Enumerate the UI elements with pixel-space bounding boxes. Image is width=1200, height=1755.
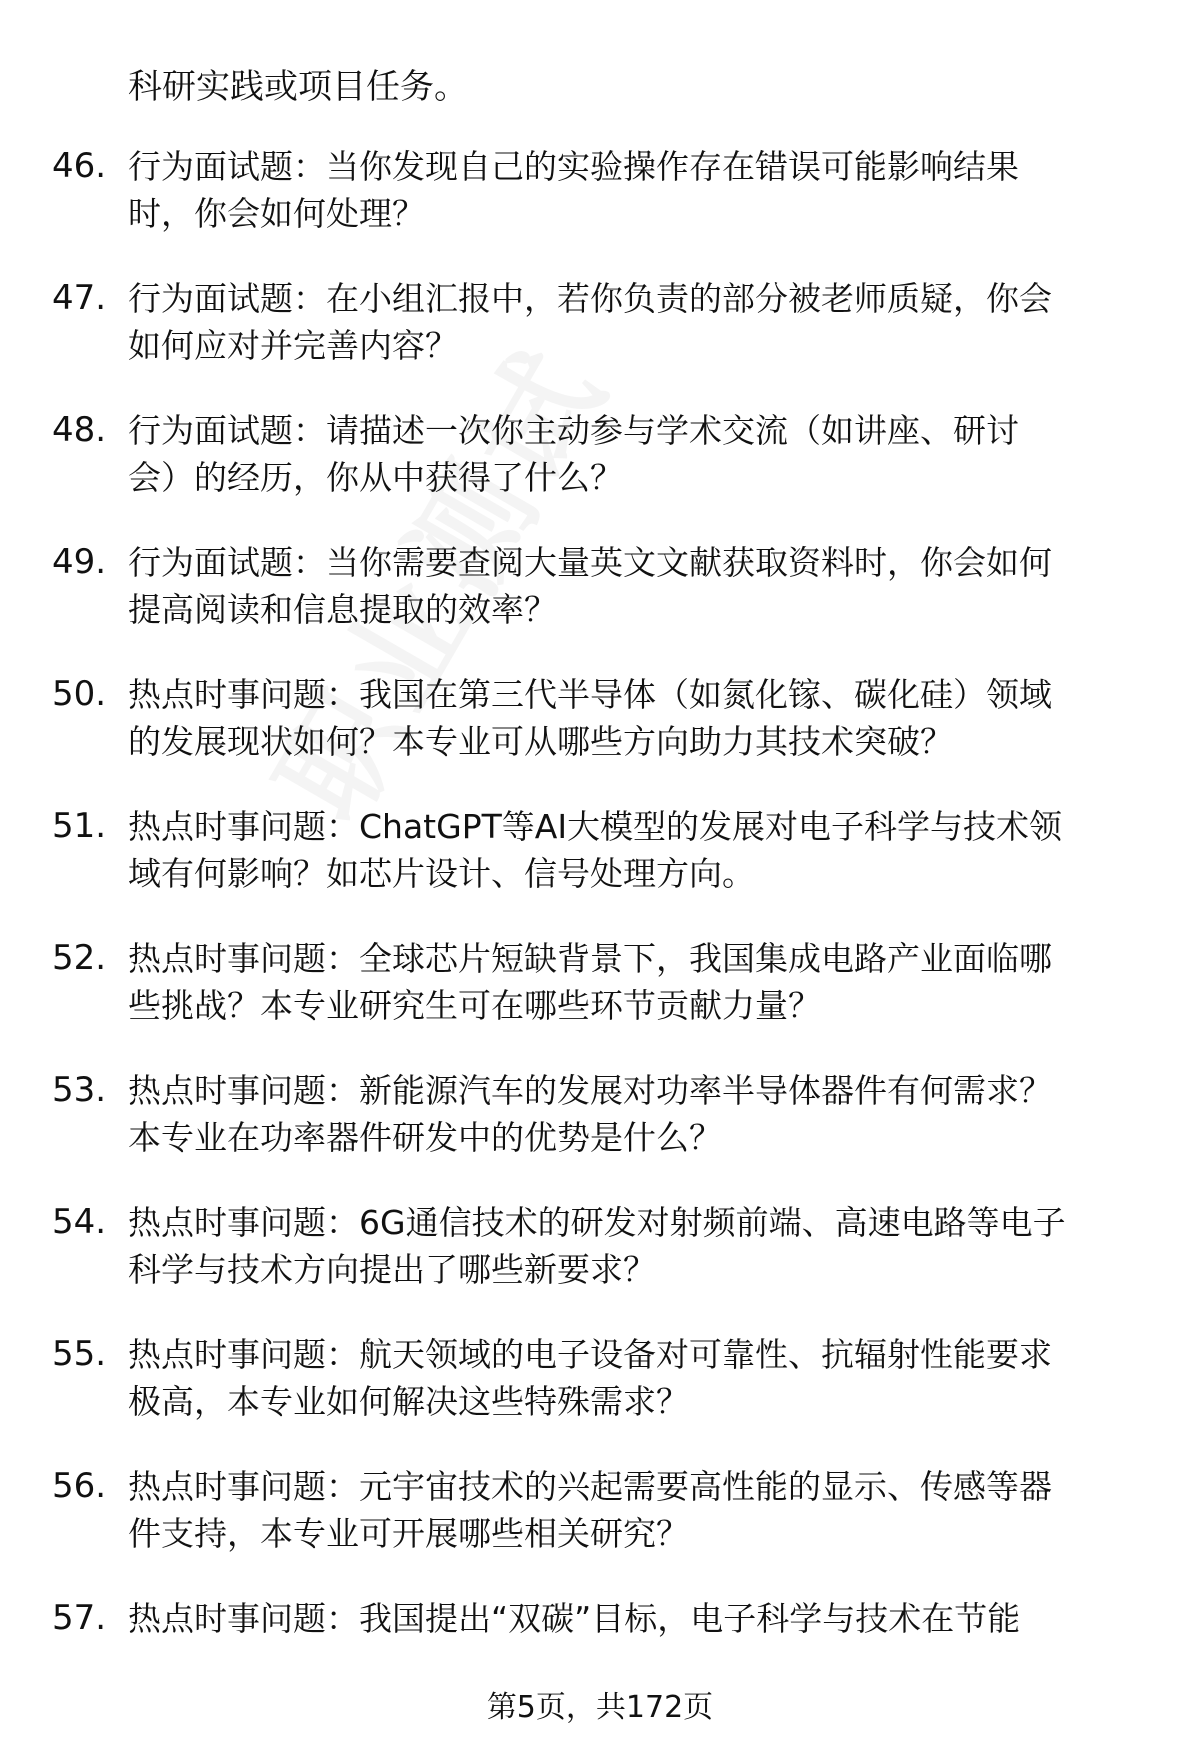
question-line: 行为面试题：当你需要查阅大量英文文献获取资料时，你会如何 [128,543,1052,582]
question-text [128,1463,1148,1557]
question-number: 49. [52,542,107,582]
question-text [128,935,1148,1029]
question-text [128,1199,1148,1293]
question-item [0,1067,1200,1193]
question-number: 51. [52,806,107,846]
question-line: 热点时事问题：新能源汽车的发展对功率半导体器件有何需求？ [128,1071,1052,1110]
question-text [128,407,1148,501]
question-text [128,1331,1148,1425]
question-line: 提高阅读和信息提取的效率？ [128,590,557,629]
question-line: 极高，本专业如何解决这些特殊需求？ [128,1382,689,1421]
question-list [0,143,1200,1727]
question-text [128,671,1148,765]
question-number: 57. [52,1598,107,1638]
question-line: 如何应对并完善内容？ [128,326,458,365]
question-text [128,1595,1148,1642]
question-number: 46. [52,146,107,186]
question-line: 科学与技术方向提出了哪些新要求？ [128,1250,656,1289]
question-item [0,935,1200,1061]
question-line: 热点时事问题：元宇宙技术的兴起需要高性能的显示、传感等器 [128,1467,1052,1506]
page-footer: 第5页，共172页 [486,1690,714,1725]
question-line: 些挑战？本专业研究生可在哪些环节贡献力量？ [128,986,821,1025]
question-line: 本专业在功率器件研发中的优势是什么？ [128,1118,722,1157]
question-number: 48. [52,410,107,450]
question-item [0,1199,1200,1325]
question-line: 热点时事问题：全球芯片短缺背景下，我国集成电路产业面临哪 [128,939,1052,978]
question-number: 47. [52,278,107,318]
question-number: 55. [52,1334,107,1374]
question-line: 行为面试题：当你发现自己的实验操作存在错误可能影响结果 [128,147,1019,186]
question-line: 热点时事问题：6G通信技术的研发对射频前端、高速电路等电子 [128,1203,1066,1242]
question-item [0,1331,1200,1457]
question-line: 会）的经历，你从中获得了什么？ [128,458,623,497]
question-item [0,803,1200,929]
question-number: 52. [52,938,107,978]
question-item [0,275,1200,401]
question-text [128,275,1148,369]
question-number: 56. [52,1466,107,1506]
question-number: 54. [52,1202,107,1242]
question-text [128,1067,1148,1161]
question-number: 50. [52,674,107,714]
question-text [128,539,1148,633]
question-item [0,539,1200,665]
question-line: 热点时事问题：航天领域的电子设备对可靠性、抗辐射性能要求 [128,1335,1052,1374]
question-line: 热点时事问题：我国在第三代半导体（如氮化镓、碳化硅）领域 [128,675,1052,714]
question-line: 行为面试题：在小组汇报中，若你负责的部分被老师质疑，你会 [128,279,1052,318]
question-line: 件支持，本专业可开展哪些相关研究？ [128,1514,689,1553]
question-line: 时，你会如何处理？ [128,194,425,233]
continuation-text: 科研实践或项目任务。 [128,67,468,107]
question-line: 的发展现状如何？本专业可从哪些方向助力其技术突破？ [128,722,953,761]
question-item [0,671,1200,797]
question-line: 行为面试题：请描述一次你主动参与学术交流（如讲座、研讨 [128,411,1019,450]
question-number: 53. [52,1070,107,1110]
question-item [0,1463,1200,1589]
question-item [0,143,1200,269]
question-item [0,407,1200,533]
question-line: 域有何影响？如芯片设计、信号处理方向。 [128,854,755,893]
question-text [128,803,1148,897]
question-text [128,143,1148,237]
question-line: 热点时事问题：我国提出“双碳”目标，电子科学与技术在节能 [128,1599,1021,1638]
question-line: 热点时事问题：ChatGPT等AI大模型的发展对电子科学与技术领 [128,807,1063,846]
